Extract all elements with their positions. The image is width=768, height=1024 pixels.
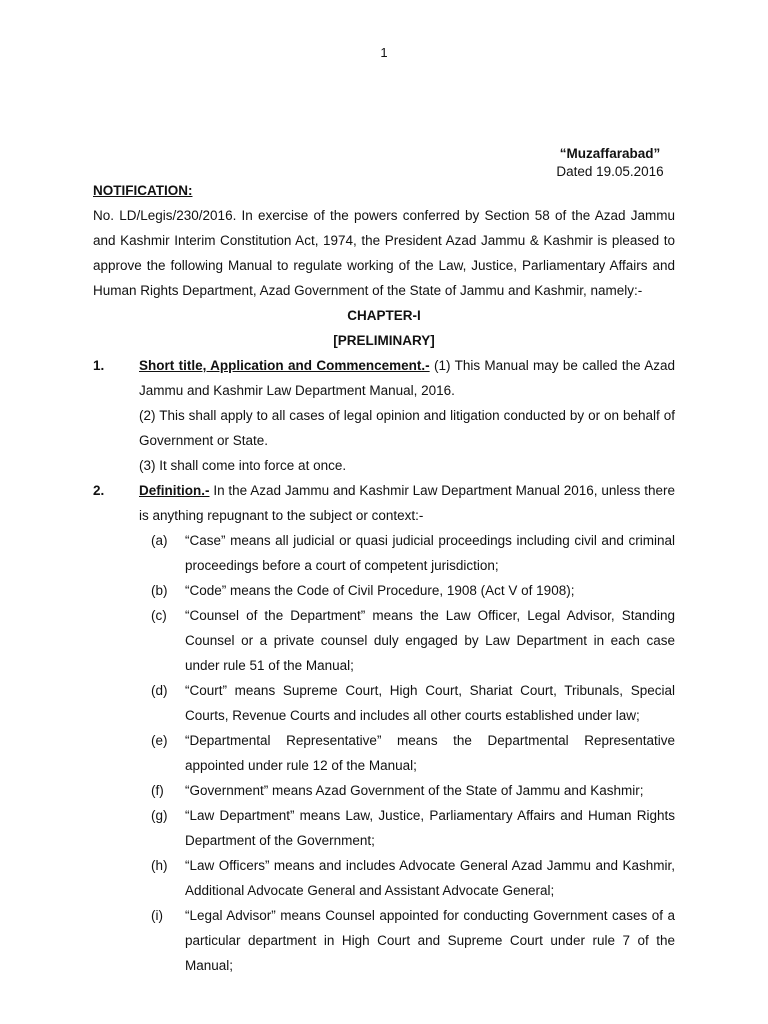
chapter-subtitle: [PRELIMINARY] [333, 333, 435, 348]
definition-label: (a) [151, 533, 168, 548]
header-place: “Muzaffarabad” [559, 146, 661, 161]
definition-item [151, 678, 675, 728]
definition-text: “Government” means Azad Government of the State of Jammu and Kashmir; [185, 783, 644, 798]
definition-label: (g) [151, 808, 168, 823]
definition-text: “Counsel of the Department” means the Law Officer, Legal Advisor, Standing Counsel or a private counsel duly engaged by Law Department in each case under rule 51 of the Manual; [185, 608, 675, 673]
definition-item [151, 803, 675, 853]
definition-item [151, 728, 675, 778]
section-1-number: 1. [93, 358, 105, 373]
definition-item [151, 778, 675, 803]
header-date: Dated 19.05.2016 [556, 164, 664, 179]
document-header [530, 145, 690, 181]
definition-label: (f) [151, 783, 164, 798]
definition-label: (c) [151, 608, 167, 623]
notification-body: No. LD/Legis/230/2016. In exercise of the powers conferred by Section 58 of the Azad Jammu and Kashmir Interim Constitution Act, 1974, the President Azad Jammu & Kashmir is pleased to approve the following Manual to regulate working of the Law, Justice, Parliamentary Affairs and Human Rights Department, Azad Government of the State of Jammu and Kashmir, namely:- [93, 208, 675, 298]
chapter-title: CHAPTER-I [347, 308, 421, 323]
definition-text: “Legal Advisor” means Counsel appointed for conducting Government cases of a particular department in High Court and Supreme Court under rule 7 of the Manual; [185, 908, 675, 973]
section-1-body [139, 353, 675, 478]
section-2 [93, 478, 675, 528]
section-1-p2: (2) This shall apply to all cases of legal opinion and litigation conducted by or on behalf of Government or State. [139, 408, 675, 448]
page-number: 1 [380, 45, 388, 60]
definition-label: (i) [151, 908, 163, 923]
definition-text: “Departmental Representative” means the Departmental Representative appointed under rule 12 of the Manual; [185, 733, 675, 773]
definition-item [151, 853, 675, 903]
definition-item [151, 528, 675, 578]
definition-label: (e) [151, 733, 168, 748]
definition-text: “Code” means the Code of Civil Procedure, 1908 (Act V of 1908); [185, 583, 575, 598]
definition-label: (h) [151, 858, 168, 873]
definition-text: “Case” means all judicial or quasi judicial proceedings including civil and criminal proceedings before a court of competent jurisdiction; [185, 533, 675, 573]
definition-item [151, 603, 675, 678]
section-2-number: 2. [93, 483, 105, 498]
notification-title: NOTIFICATION: [93, 183, 193, 198]
section-1-p1: (1) This Manual may be called the Azad Jammu and Kashmir Law Department Manual, 2016. [139, 358, 675, 398]
document-body [93, 178, 675, 978]
definition-label: (d) [151, 683, 168, 698]
section-1-heading: Short title, Application and Commencement.- [139, 358, 430, 373]
section-1-p3: (3) It shall come into force at once. [139, 458, 347, 473]
definition-item [151, 903, 675, 978]
section-2-body [139, 478, 675, 528]
section-2-heading: Definition.- [139, 483, 210, 498]
definition-text: “Law Officers” means and includes Advocate General Azad Jammu and Kashmir, Additional Advocate General and Assistant Advocate General; [185, 858, 675, 898]
definition-text: “Court” means Supreme Court, High Court, Shariat Court, Tribunals, Special Courts, Revenue Courts and includes all other courts established under law; [185, 683, 675, 723]
definition-label: (b) [151, 583, 168, 598]
definition-item [151, 578, 675, 603]
section-1 [93, 353, 675, 478]
section-2-intro: In the Azad Jammu and Kashmir Law Department Manual 2016, unless there is anything repugnant to the subject or context:- [139, 483, 675, 523]
definition-text: “Law Department” means Law, Justice, Parliamentary Affairs and Human Rights Department of the Government; [185, 808, 675, 848]
